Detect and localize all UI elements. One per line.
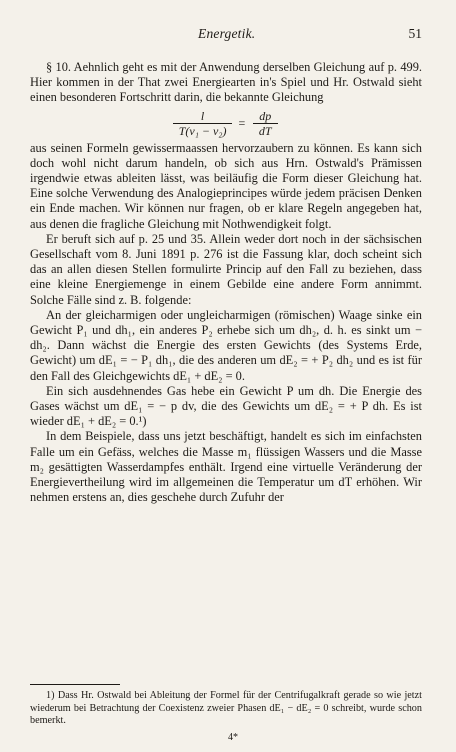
footnote-rule: [30, 684, 120, 685]
paragraph-section-10: § 10. Aehnlich geht es mit der Anwendung derselben Gleichung auf p. 499. Hier kommen in der That zwei Energiearten in's Spiel und Hr. Ostwald sieht einen besonderen Fortschritt darin, die bekannte Gleichung: [30, 60, 422, 105]
lhs-numerator: l: [200, 108, 205, 123]
rhs-denominator: dT: [253, 123, 278, 138]
rhs-fraction: [251, 110, 279, 138]
equals-sign: =: [238, 116, 246, 130]
running-title: Energetik.: [198, 26, 256, 41]
paragraph-references: Er beruft sich auf p. 25 und 35. Allein weder dort noch in der sächsischen Gesellschaft vom 8. Juni 1891 p. 276 ist die Fassung klar, doch scheint sich das an allen diesen Stellen formulirte Princip auf den Fall zu beziehen, dass eine kleine Energiemenge in einem Gebilde eine andere Form annimmt. Solche Fälle sind z. B. folgende:: [30, 231, 422, 307]
paragraph-vessel: In dem Beispiele, dass uns jetzt beschäftigt, handelt es sich im einfachsten Falle um ein Gefäss, welches die Masse m₁ flüssigen Wassers und die Masse m₂ gesättigten Wasserdampfes enthält. Irgend eine virtuelle Veränderung der Energievertheilung wird im allgemeinen die Temperatur um dT erhöhen. Wir nehmen erstens an, dies geschehe durch Zufuhr der: [30, 429, 422, 505]
lhs-fraction: [173, 110, 233, 138]
footnote-text: 1) Dass Hr. Ostwald bei Ableitung der Formel für der Centrifugalkraft gerade so wie jetzt wiederum bei Betrachtung der Coexistenz zweier Phasen dE₁ − dE₂ = 0 schreibt, wurde schon bemerkt.: [30, 690, 422, 727]
paragraph-analogy: aus seinen Formeln gewissermaassen hervorzaubern zu können. Es kann sich doch wohl nicht darum handeln, ob sich aus Hrn. Ostwald's Prämissen irgendwie etwas ableiten lässt, was beiläufig die Form dieser Gleichung hat. Eine solche Verwendung des Analogieprincipes würde jedem präcisen Denken ein Ende machen. Wir können nur fragen, ob er klare Regeln angegeben hat, aus denen die fragliche Gleichung mit Nothwendigkeit folgt.: [30, 140, 422, 231]
paragraph-balance: An der gleicharmigen oder ungleicharmigen (römischen) Waage sinke ein Gewicht P₁ und dh₁, ein anderes P₂ erhebe sich um dh₂, d. h. es sinkt um − dh₂. Dann wächst die Energie des ersten Gewichts (des Systems Erde, Gewicht) um dE₁ = − P₁ dh₁, die des anderen um dE₂ = + P₂ dh₂ und es ist für den Fall des Gleichgewichts dE₁ + dE₂ = 0.: [30, 307, 422, 383]
rhs-numerator: dp: [259, 108, 272, 123]
page-header: [0, 26, 456, 44]
signature-mark: 4*: [228, 732, 238, 743]
lhs-denominator: T(v₁ − v₂): [173, 123, 233, 138]
clapeyron-equation: [30, 110, 422, 138]
footnote: [30, 690, 422, 728]
page-number: 51: [408, 26, 422, 41]
body-text: [30, 60, 422, 505]
paragraph-gas: Ein sich ausdehnendes Gas hebe ein Gewicht P um dh. Die Energie des Gases wächst um dE₁ = − p dv, die des Gewichts um dE₂ = + P dh. Es ist wieder dE₁ + dE₂ = 0.¹): [30, 383, 422, 429]
